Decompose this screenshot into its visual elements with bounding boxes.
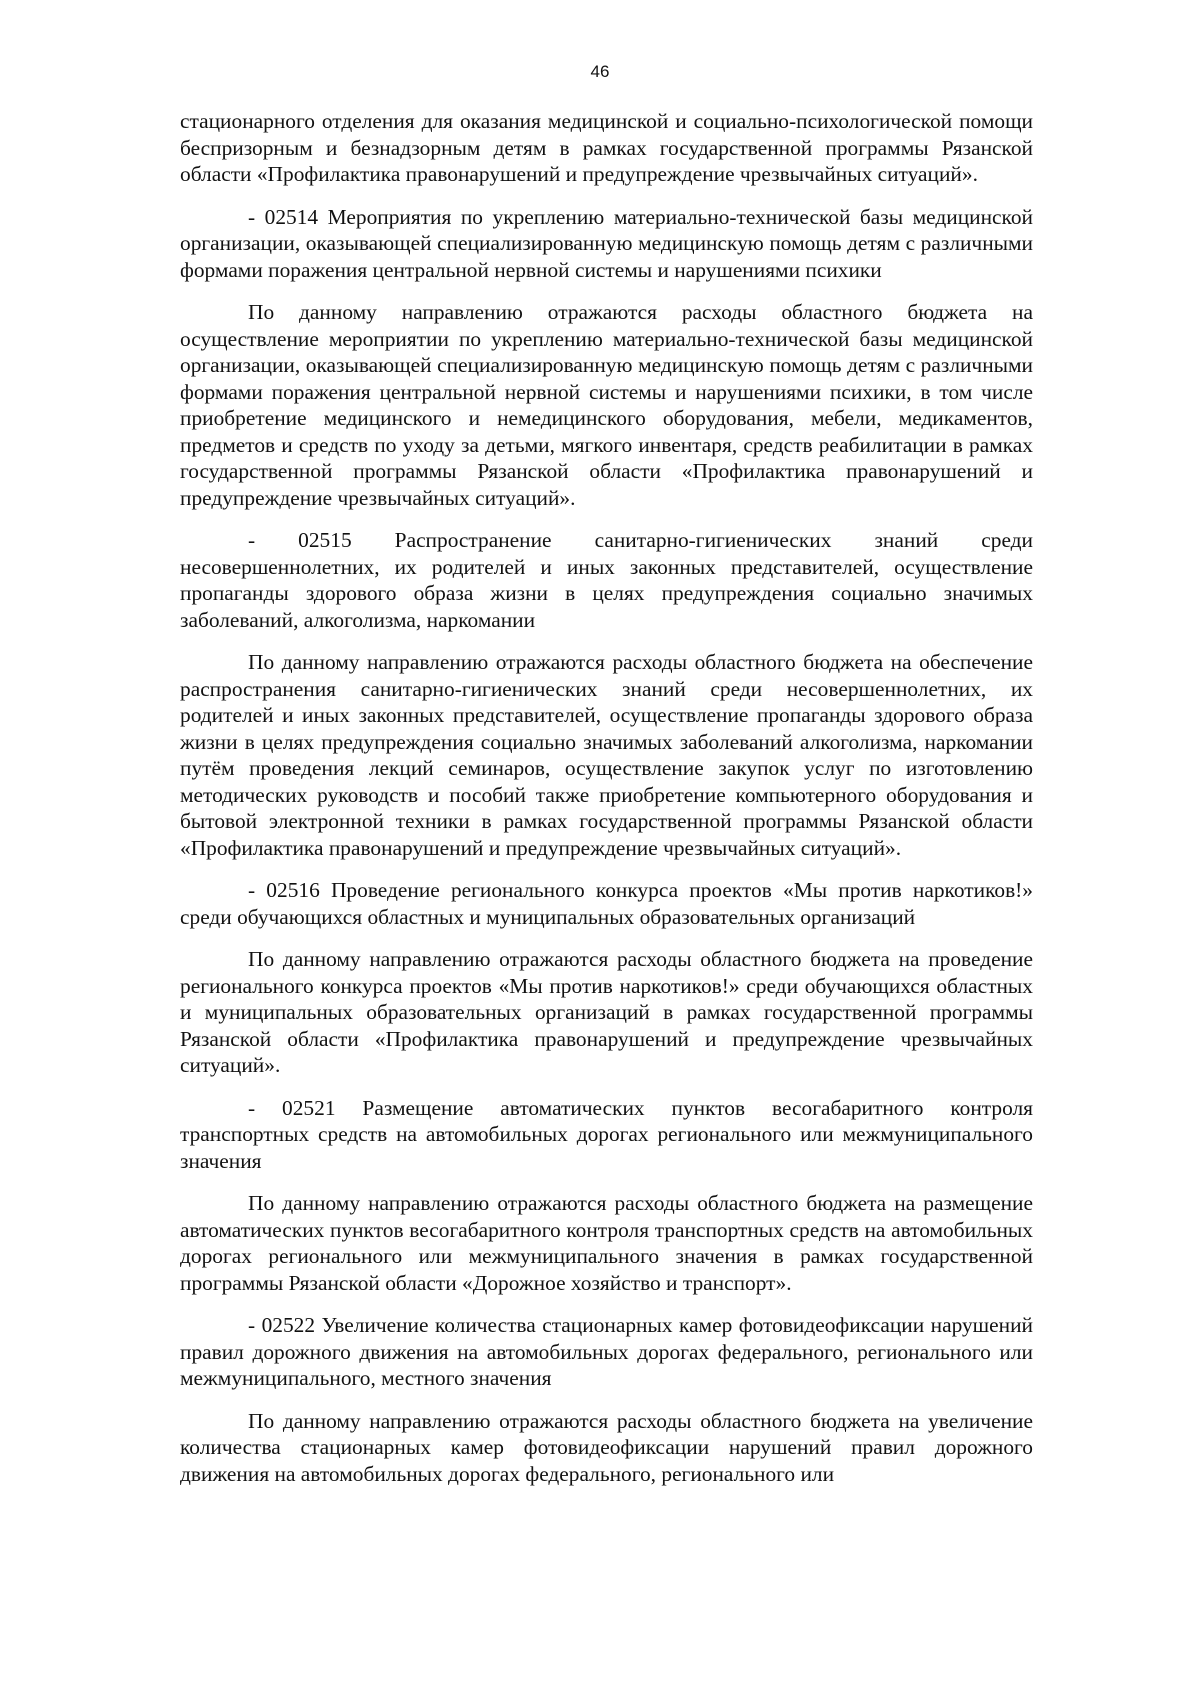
heading-02516: - 02516 Проведение регионального конкурса проектов «Мы против наркотиков!» среди обучающихся областных и муниципальных образовательных организаций bbox=[180, 878, 1033, 929]
paragraph-02522-description: По данному направлению отражаются расходы областного бюджета на увеличение количества стационарных камер фотовидеофиксации нарушений правил дорожного движения на автомобильных дорогах федерального, регионального или bbox=[180, 1408, 1033, 1486]
paragraph-02515-description: По данному направлению отражаются расходы областного бюджета на обеспечение распространения санитарно-гигиенических знаний среди несовершеннолетних, их родителей и иных законных представителей, осуществление пропаганды здорового образа жизни в целях предупреждения социально значимых заболеваний алкоголизма, наркомании путём проведения лекций семинаров, осуществление закупок услуг по изготовлению методических руководств и пособий также приобретение компьютерного оборудования и бытовой электронной техники в рамках государственной программы Рязанской области «Профилактика правонарушений и предупреждение чрезвычайных ситуаций». bbox=[180, 650, 1033, 860]
heading-02521: - 02521 Размещение автоматических пунктов весогабаритного контроля транспортных средств на автомобильных дорогах регионального или межмуниципального значения bbox=[180, 1095, 1033, 1173]
heading-02515: - 02515 Распространение санитарно-гигиенических знаний среди несовершеннолетних, их родителей и иных законных представителей, осуществление пропаганды здорового образа жизни в целях предупреждения социально значимых заболеваний, алкоголизма, наркомании bbox=[180, 528, 1033, 632]
paragraph-02521-description: По данному направлению отражаются расходы областного бюджета на размещение автоматических пунктов весогабаритного контроля транспортных средств на автомобильных дорогах регионального или межмуниципального значения в рамках государственной программы Рязанской области «Дорожное хозяйство и транспорт». bbox=[180, 1191, 1033, 1295]
heading-02522: - 02522 Увеличение количества стационарных камер фотовидеофиксации нарушений правил дорожного движения на автомобильных дорогах федерального, регионального или межмуниципального, местного значения bbox=[180, 1313, 1033, 1390]
document-body bbox=[180, 108, 1033, 1503]
paragraph-02516-description: По данному направлению отражаются расходы областного бюджета на проведение регионального конкурса проектов «Мы против наркотиков!» среди обучающихся областных и муниципальных образовательных организаций в рамках государственной программы Рязанской области «Профилактика правонарушений и предупреждение чрезвычайных ситуаций». bbox=[180, 947, 1033, 1077]
paragraph-02514-description: По данному направлению отражаются расходы областного бюджета на осуществление мероприятии по укреплению материально-технической базы медицинской организации, оказывающей специализированную медицинскую помощь детям с различными формами поражения центральной нервной системы и нарушениями психики, в том числе приобретение медицинского и немедицинского оборудования, мебели, медикаментов, предметов и средств по уходу за детьми, мягкого инвентаря, средств реабилитации в рамках государственной программы Рязанской области «Профилактика правонарушений и предупреждение чрезвычайных ситуаций». bbox=[180, 300, 1033, 510]
page-number: 46 bbox=[590, 62, 610, 81]
heading-02514: - 02514 Мероприятия по укреплению материально-технической базы медицинской организации, оказывающей специализированную медицинскую помощь детям с различными формами поражения центральной нервной системы и нарушениями психики bbox=[180, 204, 1033, 282]
paragraph-continuation: стационарного отделения для оказания медицинской и социально-психологической помощи беспризорным и безнадзорным детям в рамках государственной программы Рязанской области «Профилактика правонарушений и предупреждение чрезвычайных ситуаций». bbox=[180, 109, 1033, 186]
